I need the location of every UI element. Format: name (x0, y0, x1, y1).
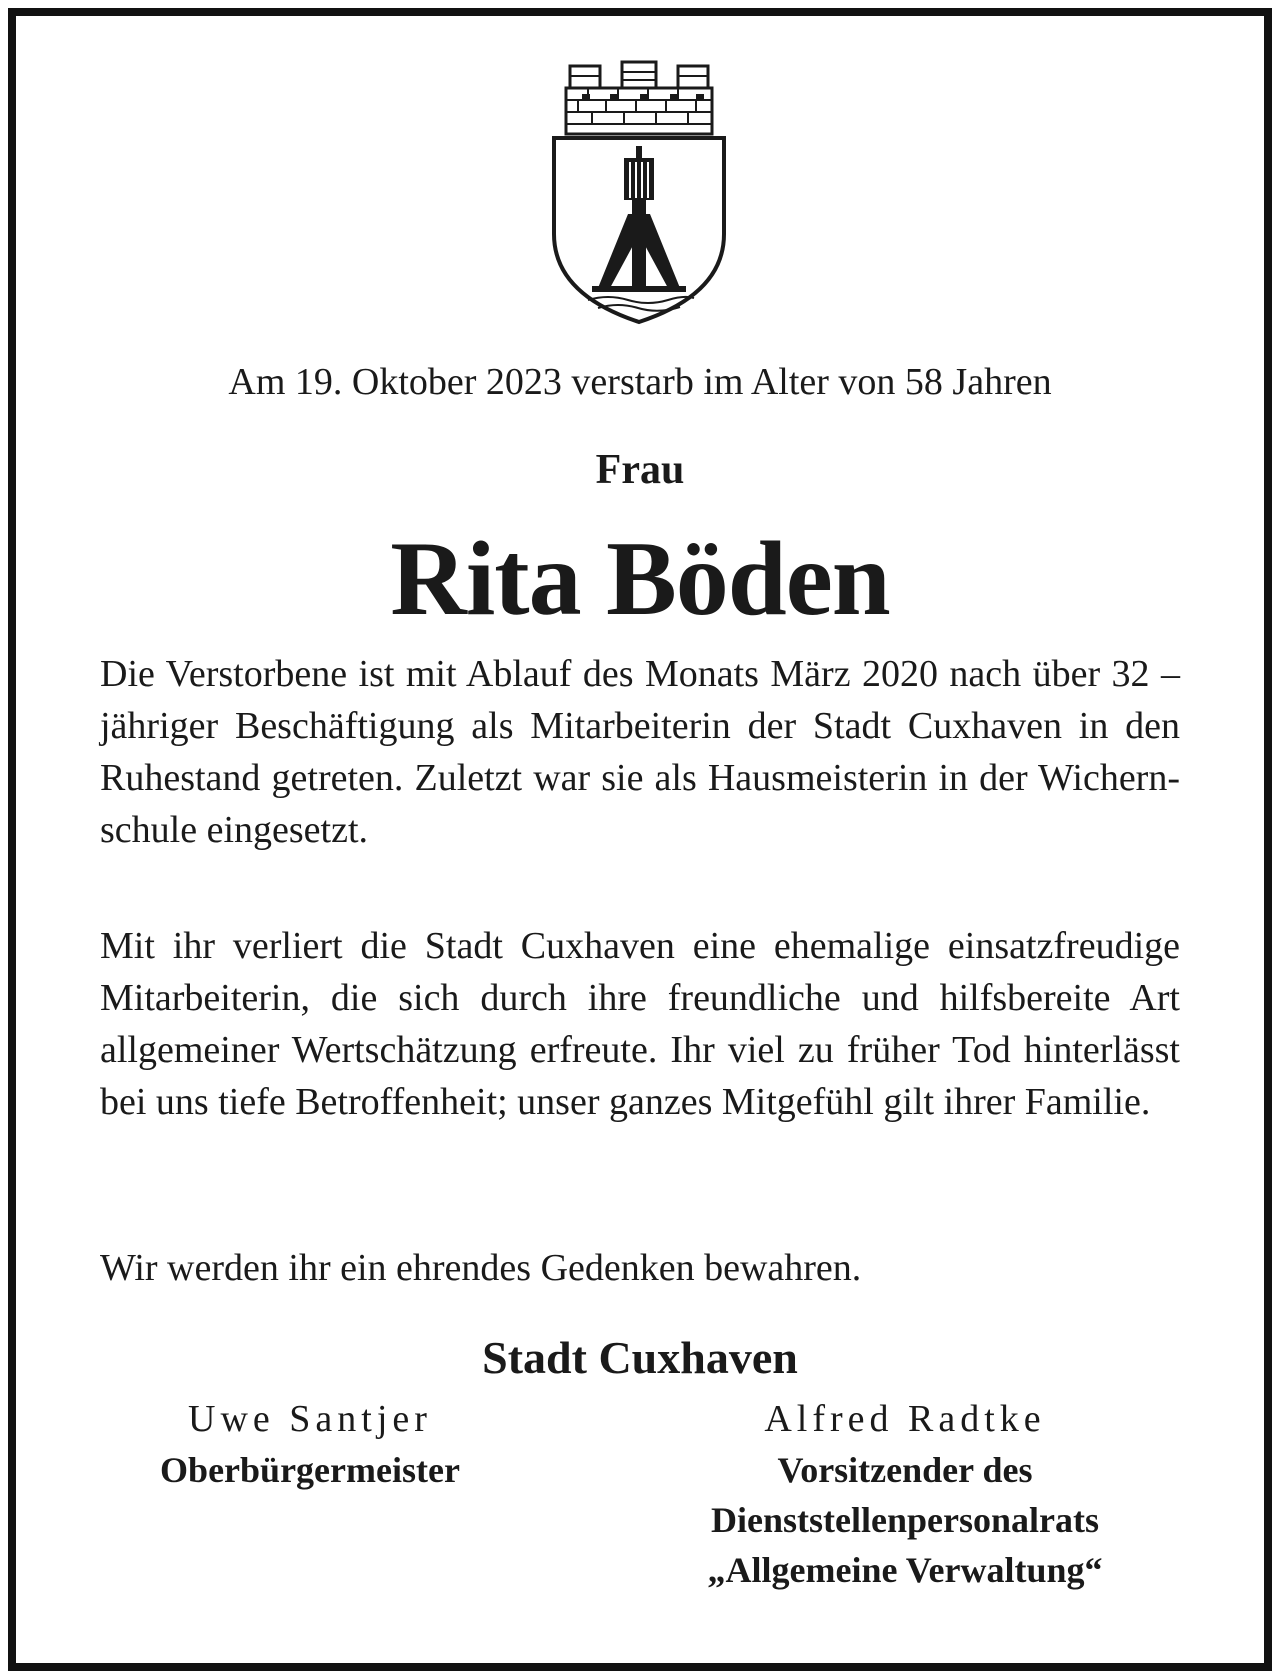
paragraph-tribute: Mit ihr verliert die Stadt Cuxhaven eine ehemalige einsatzfreudige Mitarbeiterin, die sich durch ihre freundliche und hilfsbereite Art allgemeiner Wertschätzung erfreute. Ihr viel zu früher Tod hinterlässt bei uns tiefe Betroffenheit; unser ganzes Mitgefühl gilt ihrer Familie. (100, 925, 1180, 1123)
paragraph-remembrance: Wir werden ihr ein ehrendes Gedenken bewahren. (100, 1247, 862, 1289)
signatory-name: Alfred Radtke (764, 1398, 1046, 1440)
organization-name: Stadt Cuxhaven (482, 1332, 798, 1383)
deceased-name: Rita Böden (390, 520, 890, 637)
salutation: Frau (595, 447, 685, 493)
signatory-role: Vorsitzender des Dienststellenpersonalrats „Allgemeine Verwaltung“ (707, 1450, 1103, 1590)
intro-text: Am 19. Oktober 2023 verstarb im Alter von 58 Jahren (228, 361, 1052, 403)
signatory-name: Uwe Santjer (188, 1398, 432, 1440)
signatory-role: Oberbürgermeister (160, 1450, 460, 1490)
coat-of-arms-icon (548, 54, 730, 326)
paragraph-career: Die Verstorbene ist mit Ablauf des Monats März 2020 nach über 32 – jähriger Beschäftigung als Mitarbeiterin der Stadt Cuxhaven in den Ruhestand getreten. Zuletzt war sie als Hausmeisterin in der Wichernschule eingesetzt. (100, 653, 1180, 851)
